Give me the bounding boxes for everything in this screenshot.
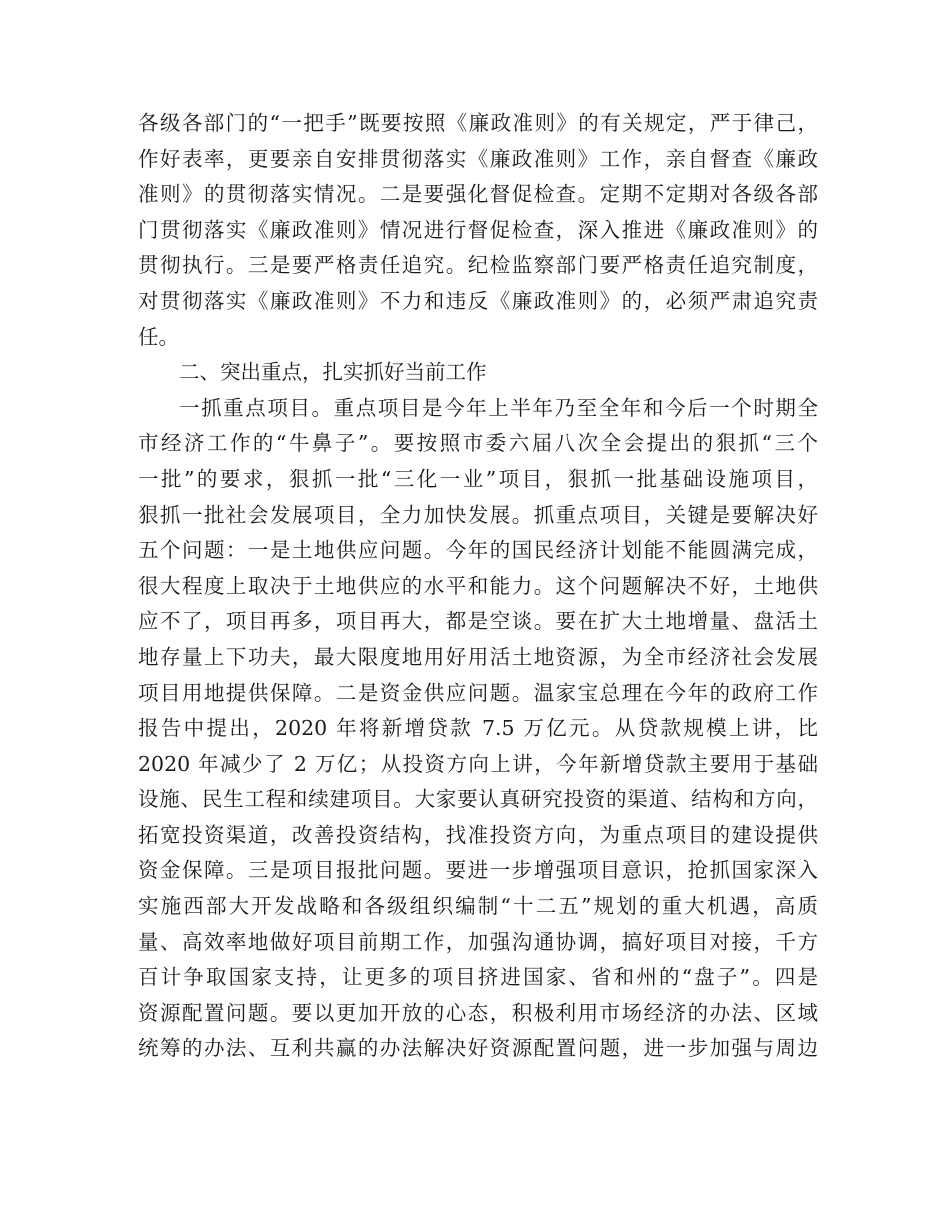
text-line: 项目用地提供保障。二是资金供应问题。温家宝总理在今年的政府工作 <box>138 680 818 705</box>
text-line: 2020 年减少了 2 万亿；从投资方向上讲，今年新增贷款主要用于基础 <box>138 751 818 776</box>
text-line: 任。 <box>138 324 179 349</box>
text-line: 五个问题：一是土地供应问题。今年的国民经济计划能不能圆满完成， <box>138 538 818 563</box>
text-line: 地存量上下功夫，最大限度地用好用活土地资源，为全市经济社会发展 <box>138 644 818 669</box>
text-line: 实施西部大开发战略和各级组织编制“十二五”规划的重大机遇，高质 <box>138 894 818 919</box>
text-line: 应不了，项目再多，项目再大，都是空谈。要在扩大土地增量、盘活土 <box>138 609 818 634</box>
text-line: 狠抓一批社会发展项目，全力加快发展。抓重点项目，关键是要解决好 <box>138 502 818 527</box>
text-line: 贯彻执行。三是要严格责任追究。纪检监察部门要严格责任追究制度， <box>138 253 818 278</box>
text-line: 很大程度上取决于土地供应的水平和能力。这个问题解决不好，土地供 <box>138 573 818 598</box>
text-line: 作好表率，更要亲自安排贯彻落实《廉政准则》工作，亲自督查《廉政 <box>138 146 818 171</box>
document-body <box>138 106 818 1067</box>
text-line: 一抓重点项目。重点项目是今年上半年乃至全年和今后一个时期全 <box>179 395 818 420</box>
text-line: 拓宽投资渠道，改善投资结构，找准投资方向，为重点项目的建设提供 <box>138 822 818 847</box>
text-line: 量、高效率地做好项目前期工作，加强沟通协调，搞好项目对接，千方 <box>138 929 818 954</box>
text-line: 市经济工作的“牛鼻子”。要按照市委六届八次全会提出的狠抓“三个 <box>138 431 818 456</box>
text-line: 资金保障。三是项目报批问题。要进一步增强项目意识，抢抓国家深入 <box>138 858 818 883</box>
text-line: 统筹的办法、互利共赢的办法解决好资源配置问题，进一步加强与周边 <box>138 1036 818 1061</box>
text-line: 设施、民生工程和续建项目。大家要认真研究投资的渠道、结构和方向， <box>138 787 818 812</box>
text-line: 对贯彻落实《廉政准则》不力和违反《廉政准则》的，必须严肃追究责 <box>138 288 818 313</box>
text-line: 准则》的贯彻落实情况。二是要强化督促检查。定期不定期对各级各部 <box>138 182 818 207</box>
text-line: 门贯彻落实《廉政准则》情况进行督促检查，深入推进《廉政准则》的 <box>138 217 818 242</box>
text-line: 报告中提出，2020 年将新增贷款 7.5 万亿元。从贷款规模上讲，比 <box>138 716 818 741</box>
text-line: 资源配置问题。要以更加开放的心态，积极利用市场经济的办法、区域 <box>138 1000 818 1025</box>
text-line: 百计争取国家支持，让更多的项目挤进国家、省和州的“盘子”。四是 <box>138 965 818 990</box>
text-line: 一批”的要求，狠抓一批“三化一业”项目，狠抓一批基础设施项目， <box>138 466 818 491</box>
text-line: 二、突出重点，扎实抓好当前工作 <box>179 360 487 385</box>
text-line: 各级各部门的“一把手”既要按照《廉政准则》的有关规定，严于律己， <box>138 111 818 135</box>
